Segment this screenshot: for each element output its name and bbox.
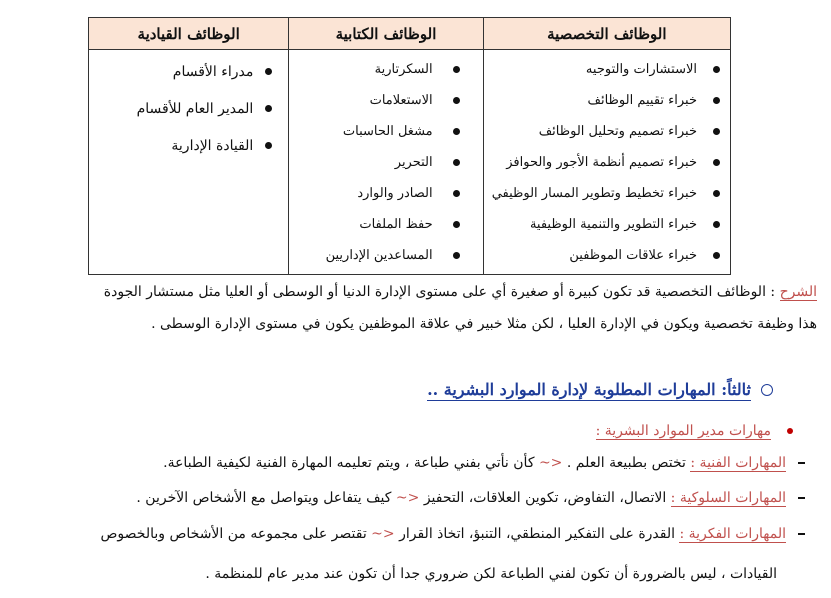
skill-behavioral-text: الاتصال، التفاوض، تكوين العلاقات، التحفيز [423,490,667,506]
list-item: المدير العام للأقسام [89,90,288,127]
manager-skills-title: مهارات مدير الموارد البشرية : [595,422,771,439]
skill-intellectual-rest: تقتصر على مجموعه من الأشخاص وبالخصوص [100,526,367,542]
list-item: الاستشارات والتوجيه [484,54,730,85]
bullet-icon [453,190,460,197]
explanation-line-1 [10,277,817,308]
list-item: المساعدين الإداريين [289,240,482,271]
skill-technical-rest: كأن نأتي بفني طباعة ، ويتم تعليمه المهارة الفنية لكيفية الطباعة. [163,455,535,471]
header-leadership: الوظائف القيادية [89,18,289,50]
bullet-icon [265,142,272,149]
bullet-icon [713,97,720,104]
list-item: مشغل الحاسبات [289,116,482,147]
bullet-icon [453,128,460,135]
clerical-cell [289,50,483,275]
jobs-table [88,17,731,275]
list-item: حفظ الملفات [289,209,482,240]
header-clerical: الوظائف الكتابية [289,18,483,50]
explanation-text-2: هذا وظيفة تخصصية ويكون في الإدارة العليا ، لكن مثلا خبير في علاقة الموظفين يكون في مستوى الإدارة الوسطى . [151,316,817,332]
list-item: القيادة الإدارية [89,127,288,164]
dash-icon [798,462,805,464]
section-heading [427,375,773,405]
arrow-icon: <~ [371,526,395,542]
bullet-icon [453,221,460,228]
header-specialized: الوظائف التخصصية [483,18,730,50]
explanation-text-1: : الوظائف التخصصية قد تكون كبيرة أو صغيرة أي على مستوى الإدارة الدنيا أو الوسطى أو العليا مثل مستشار الجودة [103,284,776,300]
list-item: خبراء علاقات الموظفين [484,240,730,271]
specialized-cell [483,50,730,275]
skill-technical-label: المهارات الفنية : [690,454,786,471]
skill-technical-text: تختص بطبيعة العلم . [566,455,686,471]
bullet-icon [453,159,460,166]
explanation-line-2 [10,309,817,340]
table-body-row [89,50,731,275]
bullet-icon [713,66,720,73]
bullet-icon [713,252,720,259]
bullet-icon [453,66,460,73]
arrow-icon: <~ [395,490,420,506]
bullet-icon [713,128,720,135]
leadership-cell [89,50,289,275]
skill-behavioral-label: المهارات السلوكية : [670,489,786,506]
bullet-icon [713,159,720,166]
bullet-icon [713,221,720,228]
skill-intellectual-text: القدرة على التفكير المنطقي، التنبؤ، اتخاذ القرار [399,526,676,542]
skill-intellectual [101,519,806,549]
list-item: خبراء تقييم الوظائف [484,85,730,116]
clerical-list [289,50,482,271]
dash-icon [798,533,805,535]
skill-intellectual-continuation: القيادات ، ليس بالضرورة أن تكون لفني الطباعة لكن ضروري جدا أن تكون عند مدير عام للمنظمة . [205,566,777,582]
bullet-icon [453,97,460,104]
list-item: السكرتارية [289,54,482,85]
list-item: خبراء تصميم وتحليل الوظائف [484,116,730,147]
list-item: خبراء التطوير والتنمية الوظيفية [484,209,730,240]
skill-behavioral [136,483,805,513]
dash-icon [798,497,805,499]
list-item: التحرير [289,147,482,178]
leadership-list [89,50,288,164]
bullet-icon [453,252,460,259]
red-bullet-icon [787,428,793,434]
specialized-list [484,50,730,271]
skill-intellectual-label: المهارات الفكرية : [679,525,786,542]
skill-behavioral-rest: كيف يتفاعل ويتواصل مع الأشخاص الآخرين . [136,490,392,506]
bullet-icon [265,68,272,75]
bullet-icon [713,190,720,197]
skill-technical [163,448,805,478]
list-item: الاستعلامات [289,85,482,116]
list-item: الصادر والوارد [289,178,482,209]
list-item: خبراء تصميم أنظمة الأجور والحوافز [484,147,730,178]
table-header-row [89,18,731,50]
list-item: خبراء تخطيط وتطوير المسار الوظيفي [484,178,730,209]
circle-bullet-icon [761,384,773,396]
manager-skills-heading [596,418,793,444]
explanation-label: الشرح [779,284,817,300]
bullet-icon [265,105,272,112]
arrow-icon: <~ [538,455,563,471]
list-item: مدراء الأقسام [89,53,288,90]
section-title: ثالثاً: المهارات المطلوبة لإدارة الموارد البشرية .. [427,379,751,399]
